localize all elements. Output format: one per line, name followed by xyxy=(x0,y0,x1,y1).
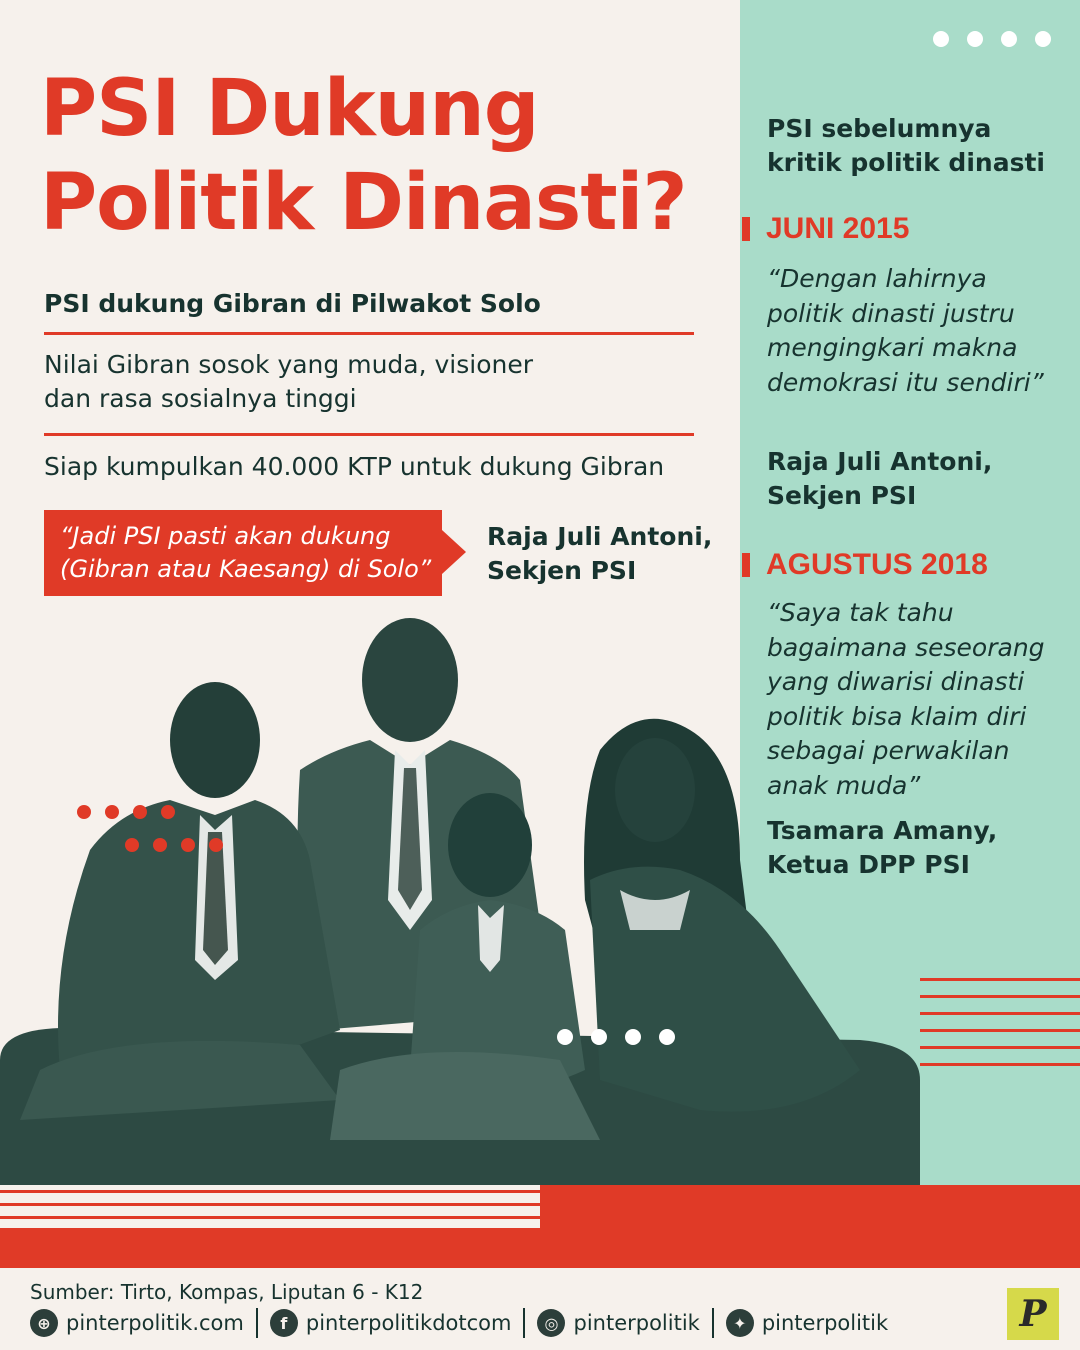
year-label: AGUSTUS 2018 xyxy=(766,548,988,581)
divider-1 xyxy=(44,332,694,335)
social-label: pinterpolitikdotcom xyxy=(305,1311,512,1335)
title-line-1: PSI Dukung xyxy=(40,64,539,154)
side-quote-2015: “Dengan lahirnya politik dinasti justru mengingkari makna demokrasi itu sendiri” xyxy=(767,264,1044,397)
year-marker xyxy=(742,217,750,241)
decor-red-block xyxy=(0,1228,1080,1268)
quote-arrow xyxy=(442,530,466,574)
brand-logo: P xyxy=(1007,1288,1059,1340)
footer xyxy=(0,1268,1080,1350)
side-author-role: Ketua DPP PSI xyxy=(767,850,970,879)
side-author-name: Tsamara Amany, xyxy=(767,816,998,845)
year-marker xyxy=(742,553,750,577)
decor-dots-red-row2 xyxy=(125,838,223,852)
side-author-2015 xyxy=(767,445,1067,513)
side-author-name: Raja Juli Antoni, xyxy=(767,447,993,476)
side-quote-2018: “Saya tak tahu bagaimana seseorang yang diwarisi dinasti politik bisa klaim diri sebagai perwakilan anak muda” xyxy=(767,598,1045,800)
decor-stripes-right xyxy=(920,978,1080,1080)
quote-author xyxy=(487,520,737,588)
year-heading-2015 xyxy=(742,212,909,246)
side-author-role: Sekjen PSI xyxy=(767,481,917,510)
quote-author-name: Raja Juli Antoni, xyxy=(487,522,713,551)
source-text: Sumber: Tirto, Kompas, Liputan 6 - K12 xyxy=(30,1280,424,1304)
decor-stripes-left xyxy=(0,1190,540,1229)
globe-icon: ⊕ xyxy=(30,1309,58,1337)
social-links xyxy=(30,1308,912,1338)
quote-author-role: Sekjen PSI xyxy=(487,556,637,585)
divider-2 xyxy=(44,433,694,436)
side-intro: PSI sebelumnya kritik politik dinasti xyxy=(767,114,1045,177)
social-website-link[interactable] xyxy=(30,1308,258,1338)
year-heading-2018 xyxy=(742,548,988,582)
facebook-icon: f xyxy=(270,1309,298,1337)
social-label: pinterpolitik xyxy=(761,1311,889,1335)
point-3: Siap kumpulkan 40.000 KTP untuk dukung Gibran xyxy=(44,452,665,481)
social-instagram-link[interactable] xyxy=(537,1308,713,1338)
social-twitter-link[interactable] xyxy=(726,1308,900,1338)
instagram-icon: ◎ xyxy=(537,1309,565,1337)
title-line-2: Politik Dinasti? xyxy=(40,158,687,248)
decor-dots-top xyxy=(933,31,1051,47)
social-label: pinterpolitik.com xyxy=(66,1311,244,1335)
social-label: pinterpolitik xyxy=(573,1311,700,1335)
year-label: JUNI 2015 xyxy=(766,212,910,245)
decor-dots-red-row1 xyxy=(77,805,175,819)
point-2: Nilai Gibran sosok yang muda, visioner dan rasa sosialnya tinggi xyxy=(44,350,534,413)
side-author-2018 xyxy=(767,814,1067,882)
twitter-icon: ✦ xyxy=(726,1309,754,1337)
decor-red-block-top xyxy=(540,1185,1080,1228)
page-title xyxy=(40,62,740,250)
social-facebook-link[interactable] xyxy=(270,1308,526,1338)
quote-box: “Jadi PSI pasti akan dukung (Gibran atau Kaesang) di Solo” xyxy=(44,510,442,596)
decor-dots-photo xyxy=(557,1029,675,1045)
point-1: PSI dukung Gibran di Pilwakot Solo xyxy=(44,289,541,318)
